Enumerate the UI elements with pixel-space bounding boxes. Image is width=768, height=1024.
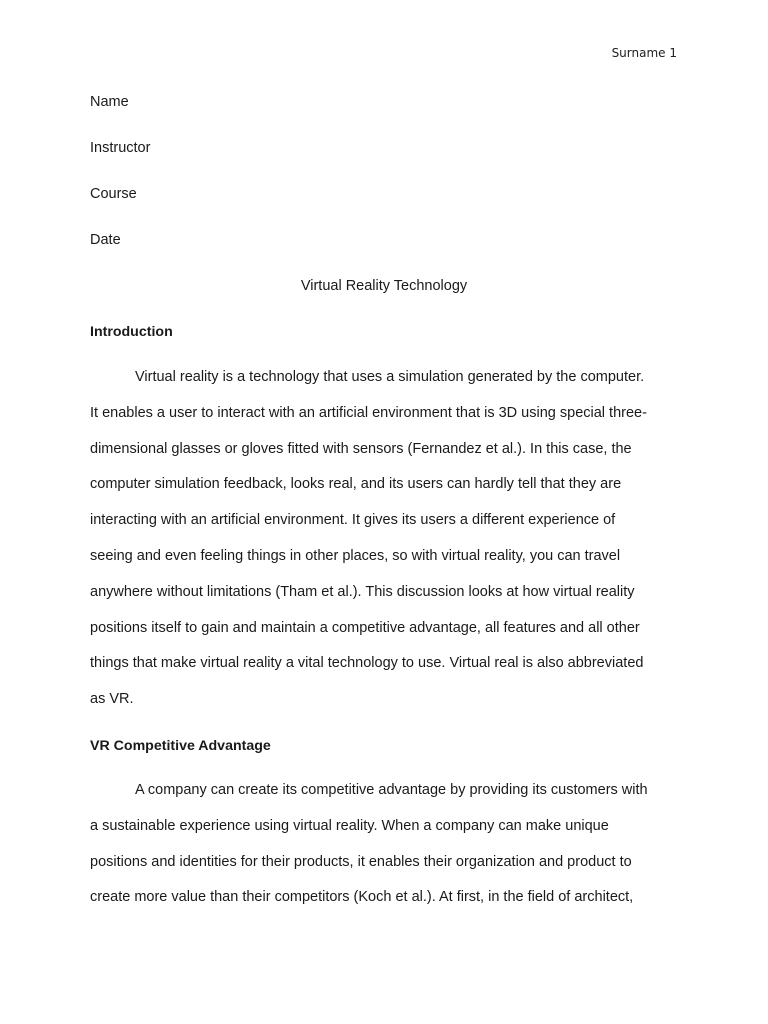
paragraph-line: things that make virtual reality a vital technology to use. Virtual real is also abbreviated (90, 655, 644, 672)
competitive-advantage-paragraph (90, 773, 680, 916)
paragraph-line: Virtual reality is a technology that uses a simulation generated by the computer. (135, 369, 645, 385)
section-heading-vr-competitive-advantage: VR Competitive Advantage (90, 738, 271, 754)
course-name: Course (90, 186, 137, 202)
instructor-name: Instructor (90, 140, 151, 156)
paragraph-line: A company can create its competitive advantage by providing its customers with (135, 782, 648, 798)
paper-title: Virtual Reality Technology (300, 278, 468, 294)
paragraph-line: anywhere without limitations (Tham et al.). This discussion looks at how virtual reality (90, 583, 635, 600)
paragraph-line: as VR. (90, 691, 134, 708)
paragraph-line: positions itself to gain and maintain a competitive advantage, all features and all other (90, 619, 640, 636)
paragraph-line: create more value than their competitors (Koch et al.). At first, in the field of architect, (90, 889, 634, 906)
date-line: Date (90, 232, 121, 248)
paragraph-line: a sustainable experience using virtual reality. When a company can make unique (90, 817, 609, 834)
paragraph-line: seeing and even feeling things in other places, so with virtual reality, you can travel (90, 547, 621, 564)
paragraph-line: interacting with an artificial environment. It gives its users a different experience of (90, 512, 616, 529)
paragraph-line: positions and identities for their products, it enables their organization and product to (90, 853, 632, 870)
running-head: Surname 1 (611, 46, 677, 60)
paragraph-line: computer simulation feedback, looks real, and its users can hardly tell that they are (90, 476, 622, 493)
introduction-paragraph (90, 360, 680, 718)
student-name: Name (90, 94, 129, 110)
paragraph-line: dimensional glasses or gloves fitted with sensors (Fernandez et al.). In this case, the (90, 440, 632, 457)
section-heading-introduction: Introduction (90, 324, 173, 340)
paragraph-line: It enables a user to interact with an artificial environment that is 3D using special three- (90, 404, 647, 421)
